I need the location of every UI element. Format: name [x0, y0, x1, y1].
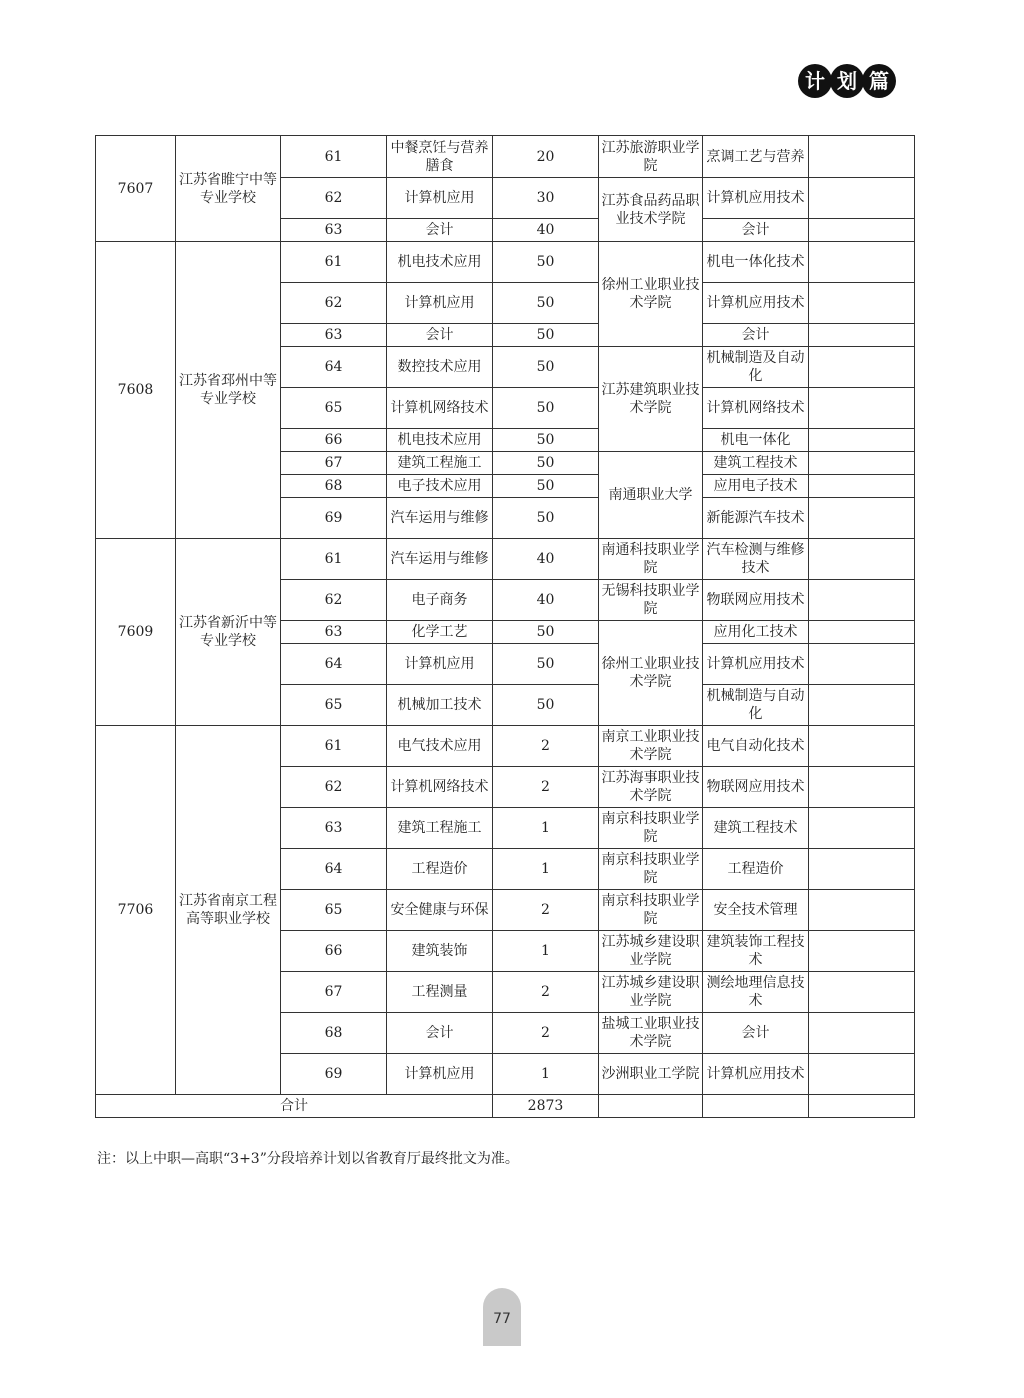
major-code-cell: 62: [281, 580, 387, 621]
empty-cell: [703, 1095, 809, 1118]
target-major-cell: 计算机应用技术: [703, 178, 809, 219]
major-code-cell: 69: [281, 498, 387, 539]
college-cell: 无锡科技职业学院: [599, 580, 703, 621]
major-code-cell: 65: [281, 685, 387, 726]
plan-count-cell: 50: [493, 621, 599, 644]
target-major-cell: 会计: [703, 1013, 809, 1054]
major-name-cell: 安全健康与环保: [387, 890, 493, 931]
remark-cell: [809, 539, 915, 580]
major-name-cell: 机械加工技术: [387, 685, 493, 726]
major-code-cell: 69: [281, 1054, 387, 1095]
remark-cell: [809, 347, 915, 388]
plan-count-cell: 40: [493, 539, 599, 580]
college-cell: 江苏建筑职业技术学院: [599, 347, 703, 452]
remark-cell: [809, 498, 915, 539]
plan-count-cell: 50: [493, 644, 599, 685]
target-major-cell: 机电一体化技术: [703, 242, 809, 283]
college-cell: 徐州工业职业技术学院: [599, 621, 703, 726]
plan-count-cell: 50: [493, 429, 599, 452]
target-major-cell: 机械制造及自动化: [703, 347, 809, 388]
remark-cell: [809, 219, 915, 242]
target-major-cell: 建筑工程技术: [703, 808, 809, 849]
major-name-cell: 建筑装饰: [387, 931, 493, 972]
major-code-cell: 65: [281, 890, 387, 931]
target-major-cell: 计算机应用技术: [703, 644, 809, 685]
major-name-cell: 机电技术应用: [387, 429, 493, 452]
remark-cell: [809, 283, 915, 324]
target-major-cell: 新能源汽车技术: [703, 498, 809, 539]
college-cell: 南通科技职业学院: [599, 539, 703, 580]
college-cell: 南通职业大学: [599, 452, 703, 539]
target-major-cell: 机电一体化: [703, 429, 809, 452]
plan-count-cell: 40: [493, 580, 599, 621]
total-value-cell: 2873: [493, 1095, 599, 1118]
plan-count-cell: 2: [493, 767, 599, 808]
badge-char: 划: [830, 64, 864, 98]
major-code-cell: 68: [281, 1013, 387, 1054]
plan-count-cell: 1: [493, 849, 599, 890]
major-name-cell: 汽车运用与维修: [387, 539, 493, 580]
college-cell: 江苏旅游职业学院: [599, 136, 703, 178]
major-code-cell: 64: [281, 644, 387, 685]
major-code-cell: 67: [281, 972, 387, 1013]
major-name-cell: 数控技术应用: [387, 347, 493, 388]
table-row: [96, 242, 915, 283]
table-row: [96, 726, 915, 767]
remark-cell: [809, 685, 915, 726]
major-code-cell: 66: [281, 931, 387, 972]
plan-count-cell: 50: [493, 242, 599, 283]
table-row: [96, 136, 915, 178]
school-code-cell: 7706: [96, 726, 176, 1095]
plan-count-cell: 50: [493, 452, 599, 475]
school-name-cell: 江苏省新沂中等专业学校: [176, 539, 281, 726]
target-major-cell: 建筑工程技术: [703, 452, 809, 475]
major-name-cell: 会计: [387, 1013, 493, 1054]
major-name-cell: 建筑工程施工: [387, 452, 493, 475]
remark-cell: [809, 452, 915, 475]
plan-count-cell: 1: [493, 1054, 599, 1095]
target-major-cell: 烹调工艺与营养: [703, 136, 809, 178]
target-major-cell: 应用化工技术: [703, 621, 809, 644]
total-row: [96, 1095, 915, 1118]
major-code-cell: 67: [281, 452, 387, 475]
major-name-cell: 机电技术应用: [387, 242, 493, 283]
empty-cell: [599, 1095, 703, 1118]
target-major-cell: 计算机应用技术: [703, 283, 809, 324]
college-cell: 南京科技职业学院: [599, 808, 703, 849]
remark-cell: [809, 429, 915, 452]
major-name-cell: 计算机应用: [387, 1054, 493, 1095]
major-code-cell: 63: [281, 621, 387, 644]
target-major-cell: 工程造价: [703, 849, 809, 890]
plan-count-cell: 50: [493, 324, 599, 347]
major-code-cell: 66: [281, 429, 387, 452]
target-major-cell: 建筑装饰工程技术: [703, 931, 809, 972]
badge-char: 篇: [862, 64, 896, 98]
major-code-cell: 62: [281, 767, 387, 808]
college-cell: 江苏食品药品职业技术学院: [599, 178, 703, 242]
target-major-cell: 会计: [703, 219, 809, 242]
target-major-cell: 物联网应用技术: [703, 580, 809, 621]
major-name-cell: 计算机应用: [387, 178, 493, 219]
major-name-cell: 化学工艺: [387, 621, 493, 644]
college-cell: 徐州工业职业技术学院: [599, 242, 703, 347]
plan-count-cell: 2: [493, 726, 599, 767]
target-major-cell: 汽车检测与维修技术: [703, 539, 809, 580]
plan-count-cell: 50: [493, 498, 599, 539]
section-badge: [798, 64, 894, 98]
major-name-cell: 计算机应用: [387, 283, 493, 324]
remark-cell: [809, 1054, 915, 1095]
target-major-cell: 计算机网络技术: [703, 388, 809, 429]
college-cell: 江苏城乡建设职业学院: [599, 931, 703, 972]
major-name-cell: 计算机网络技术: [387, 767, 493, 808]
major-code-cell: 62: [281, 178, 387, 219]
major-name-cell: 计算机应用: [387, 644, 493, 685]
college-cell: 南京科技职业学院: [599, 890, 703, 931]
plan-count-cell: 2: [493, 1013, 599, 1054]
major-code-cell: 68: [281, 475, 387, 498]
target-major-cell: 应用电子技术: [703, 475, 809, 498]
remark-cell: [809, 849, 915, 890]
major-code-cell: 63: [281, 324, 387, 347]
target-major-cell: 电气自动化技术: [703, 726, 809, 767]
college-cell: 沙洲职业工学院: [599, 1054, 703, 1095]
plan-count-cell: 50: [493, 347, 599, 388]
major-name-cell: 中餐烹饪与营养膳食: [387, 136, 493, 178]
enrollment-plan-table: [95, 135, 915, 1118]
major-code-cell: 61: [281, 136, 387, 178]
school-code-cell: 7607: [96, 136, 176, 242]
remark-cell: [809, 890, 915, 931]
plan-count-cell: 50: [493, 388, 599, 429]
remark-cell: [809, 242, 915, 283]
total-label-cell: 合计: [96, 1095, 493, 1118]
footnote: 注：以上中职—高职“3+3”分段培养计划以省教育厅最终批文为准。: [97, 1151, 519, 1167]
college-cell: 南京工业职业技术学院: [599, 726, 703, 767]
college-cell: 江苏城乡建设职业学院: [599, 972, 703, 1013]
remark-cell: [809, 136, 915, 178]
school-name-cell: 江苏省邳州中等专业学校: [176, 242, 281, 539]
remark-cell: [809, 808, 915, 849]
major-name-cell: 会计: [387, 219, 493, 242]
empty-cell: [809, 1095, 915, 1118]
college-cell: 南京科技职业学院: [599, 849, 703, 890]
school-code-cell: 7608: [96, 242, 176, 539]
plan-count-cell: 2: [493, 972, 599, 1013]
plan-count-cell: 2: [493, 890, 599, 931]
major-code-cell: 61: [281, 242, 387, 283]
remark-cell: [809, 972, 915, 1013]
major-name-cell: 计算机网络技术: [387, 388, 493, 429]
plan-count-cell: 20: [493, 136, 599, 178]
plan-count-cell: 1: [493, 931, 599, 972]
plan-count-cell: 50: [493, 283, 599, 324]
remark-cell: [809, 178, 915, 219]
target-major-cell: 测绘地理信息技术: [703, 972, 809, 1013]
major-name-cell: 电气技术应用: [387, 726, 493, 767]
remark-cell: [809, 931, 915, 972]
target-major-cell: 会计: [703, 324, 809, 347]
plan-count-cell: 1: [493, 808, 599, 849]
plan-count-cell: 30: [493, 178, 599, 219]
plan-count-cell: 40: [493, 219, 599, 242]
target-major-cell: 物联网应用技术: [703, 767, 809, 808]
remark-cell: [809, 644, 915, 685]
school-code-cell: 7609: [96, 539, 176, 726]
major-code-cell: 64: [281, 849, 387, 890]
major-name-cell: 会计: [387, 324, 493, 347]
target-major-cell: 安全技术管理: [703, 890, 809, 931]
plan-count-cell: 50: [493, 685, 599, 726]
badge-char: 计: [798, 64, 832, 98]
remark-cell: [809, 726, 915, 767]
school-name-cell: 江苏省睢宁中等专业学校: [176, 136, 281, 242]
remark-cell: [809, 580, 915, 621]
remark-cell: [809, 324, 915, 347]
major-code-cell: 61: [281, 726, 387, 767]
major-code-cell: 63: [281, 808, 387, 849]
major-name-cell: 电子商务: [387, 580, 493, 621]
major-code-cell: 63: [281, 219, 387, 242]
major-name-cell: 建筑工程施工: [387, 808, 493, 849]
target-major-cell: 计算机应用技术: [703, 1054, 809, 1095]
major-code-cell: 62: [281, 283, 387, 324]
college-cell: 盐城工业职业技术学院: [599, 1013, 703, 1054]
major-code-cell: 61: [281, 539, 387, 580]
school-name-cell: 江苏省南京工程高等职业学校: [176, 726, 281, 1095]
remark-cell: [809, 621, 915, 644]
remark-cell: [809, 388, 915, 429]
major-name-cell: 电子技术应用: [387, 475, 493, 498]
target-major-cell: 机械制造与自动化: [703, 685, 809, 726]
remark-cell: [809, 767, 915, 808]
college-cell: 江苏海事职业技术学院: [599, 767, 703, 808]
plan-count-cell: 50: [493, 475, 599, 498]
major-name-cell: 工程造价: [387, 849, 493, 890]
major-code-cell: 64: [281, 347, 387, 388]
remark-cell: [809, 475, 915, 498]
remark-cell: [809, 1013, 915, 1054]
major-name-cell: 工程测量: [387, 972, 493, 1013]
major-code-cell: 65: [281, 388, 387, 429]
major-name-cell: 汽车运用与维修: [387, 498, 493, 539]
page-number: 77: [483, 1288, 521, 1346]
table-row: [96, 539, 915, 580]
